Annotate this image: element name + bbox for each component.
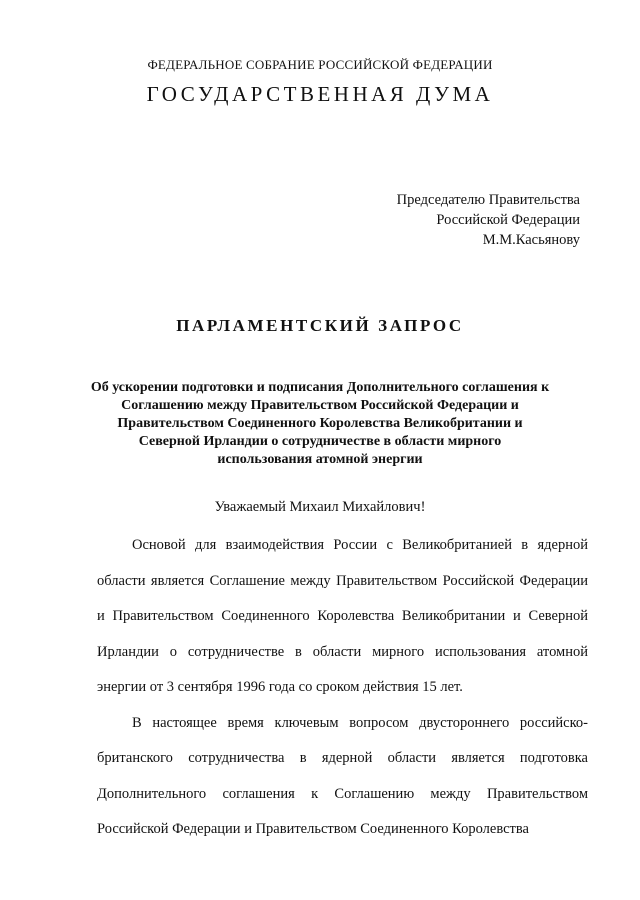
assembly-header: ФЕДЕРАЛЬНОЕ СОБРАНИЕ РОССИЙСКОЙ ФЕДЕРАЦИИ: [147, 57, 493, 72]
body-text: [97, 528, 588, 848]
salutation: Уважаемый Михаил Михайлович!: [214, 499, 426, 515]
document-subject: Об ускорении подготовки и подписания Дополнительного соглашения к Соглашению между Правительством Российской Федерации и Правительством Соединенного Королевства Великобритании и Северной Ирландии о сотрудничестве в области мирного использования атомной энергии: [90, 380, 550, 467]
body-paragraph-1: Основой для взаимодействия России с Великобританией в ядерной области является Соглашение между Правительством Российской Федерации и Правительством Соединенного Королевства Великобритании и Северной Ирландии о сотрудничестве в области мирного использования атомной энергии от 3 сентября 1996 года со сроком действия 15 лет.: [97, 537, 588, 695]
addressee-line-1: Председателю Правительства: [396, 192, 580, 208]
chamber-header: ГОСУДАРСТВЕННАЯ ДУМА: [146, 82, 494, 106]
addressee-block: [397, 190, 580, 250]
document-type-title: ПАРЛАМЕНТСКИЙ ЗАПРОС: [176, 316, 464, 335]
body-paragraph-2: В настоящее время ключевым вопросом двустороннего российско-британского сотрудничества в ядерной области является подготовка Дополнительного соглашения к Соглашению между Правительством Российской Федерации и Правительством Соединенного Королевства: [97, 714, 588, 837]
addressee-line-2: Российской Федерации: [436, 212, 580, 228]
addressee-line-3: М.М.Касьянову: [482, 232, 580, 248]
